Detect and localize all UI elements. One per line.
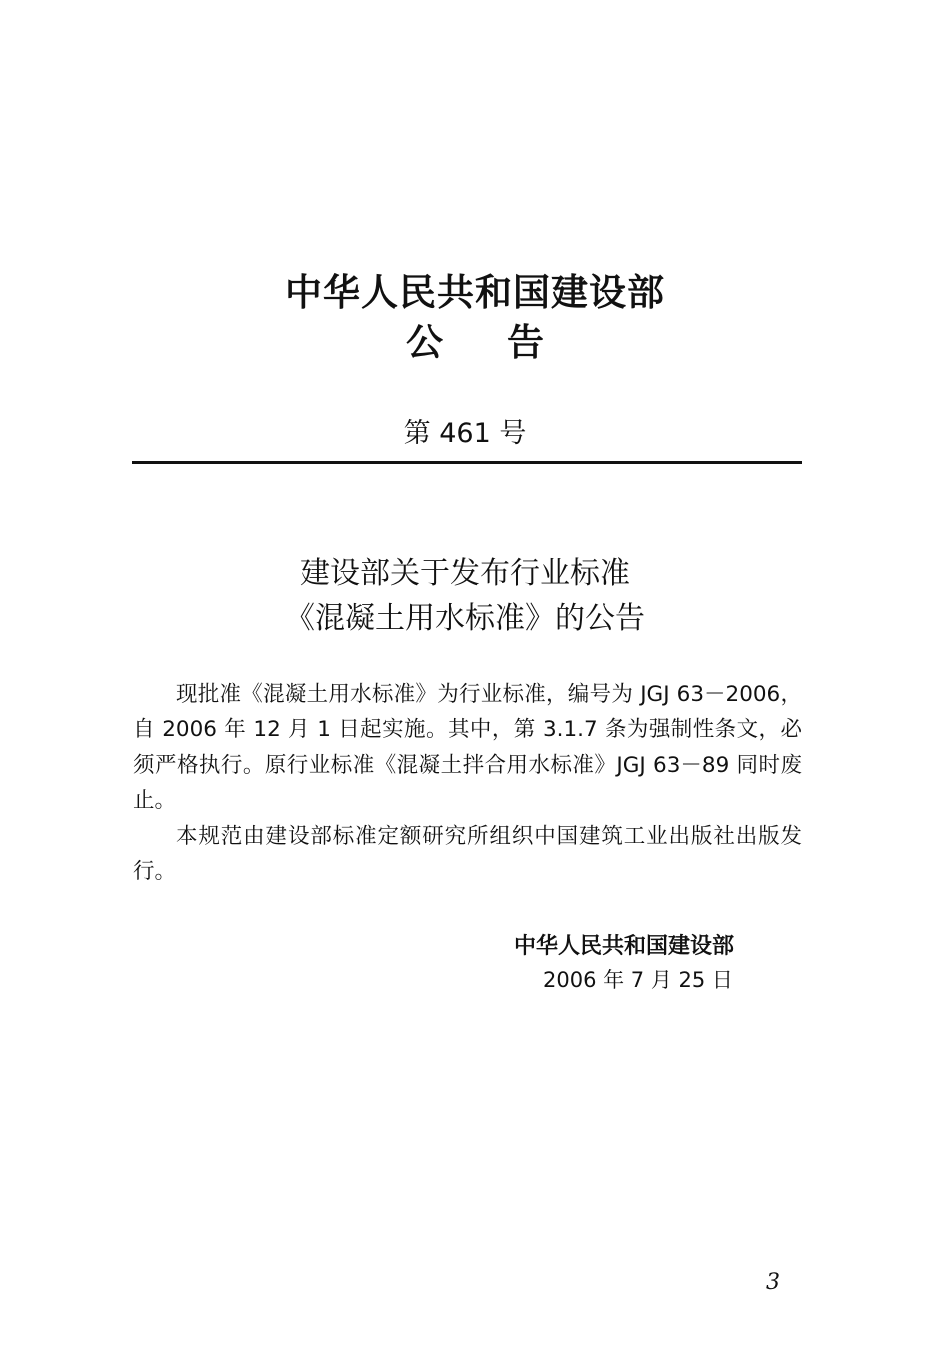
signature-organization: 中华人民共和国建设部 — [514, 934, 735, 959]
notice-title-line-2: 《混凝土用水标准》的公告 — [285, 601, 645, 636]
body-paragraph-2: 本规范由建设部标准定额研究所组织中国建筑工业出版社出版发行。 — [133, 823, 802, 885]
header-divider — [132, 461, 802, 464]
document-number: 第 461 号 — [403, 418, 527, 449]
document-type-heading: 公告 — [406, 321, 608, 364]
issuer-heading: 中华人民共和国建设部 — [285, 271, 665, 314]
notice-title-line-1: 建设部关于发布行业标准 — [300, 556, 630, 591]
page-number: 3 — [766, 1270, 780, 1295]
signature-date: 2006 年 7 月 25 日 — [543, 968, 733, 992]
notice-body — [133, 677, 802, 889]
body-paragraph-1: 现批准《混凝土用水标准》为行业标准，编号为 JGJ 63－2006，自 2006 年 12 月 1 日起实施。其中，第 3.1.7 条为强制性条文，必须严格执行。原行业标准《混凝土拌合用水标准》JGJ 63－89 同时废止。 — [133, 682, 802, 814]
